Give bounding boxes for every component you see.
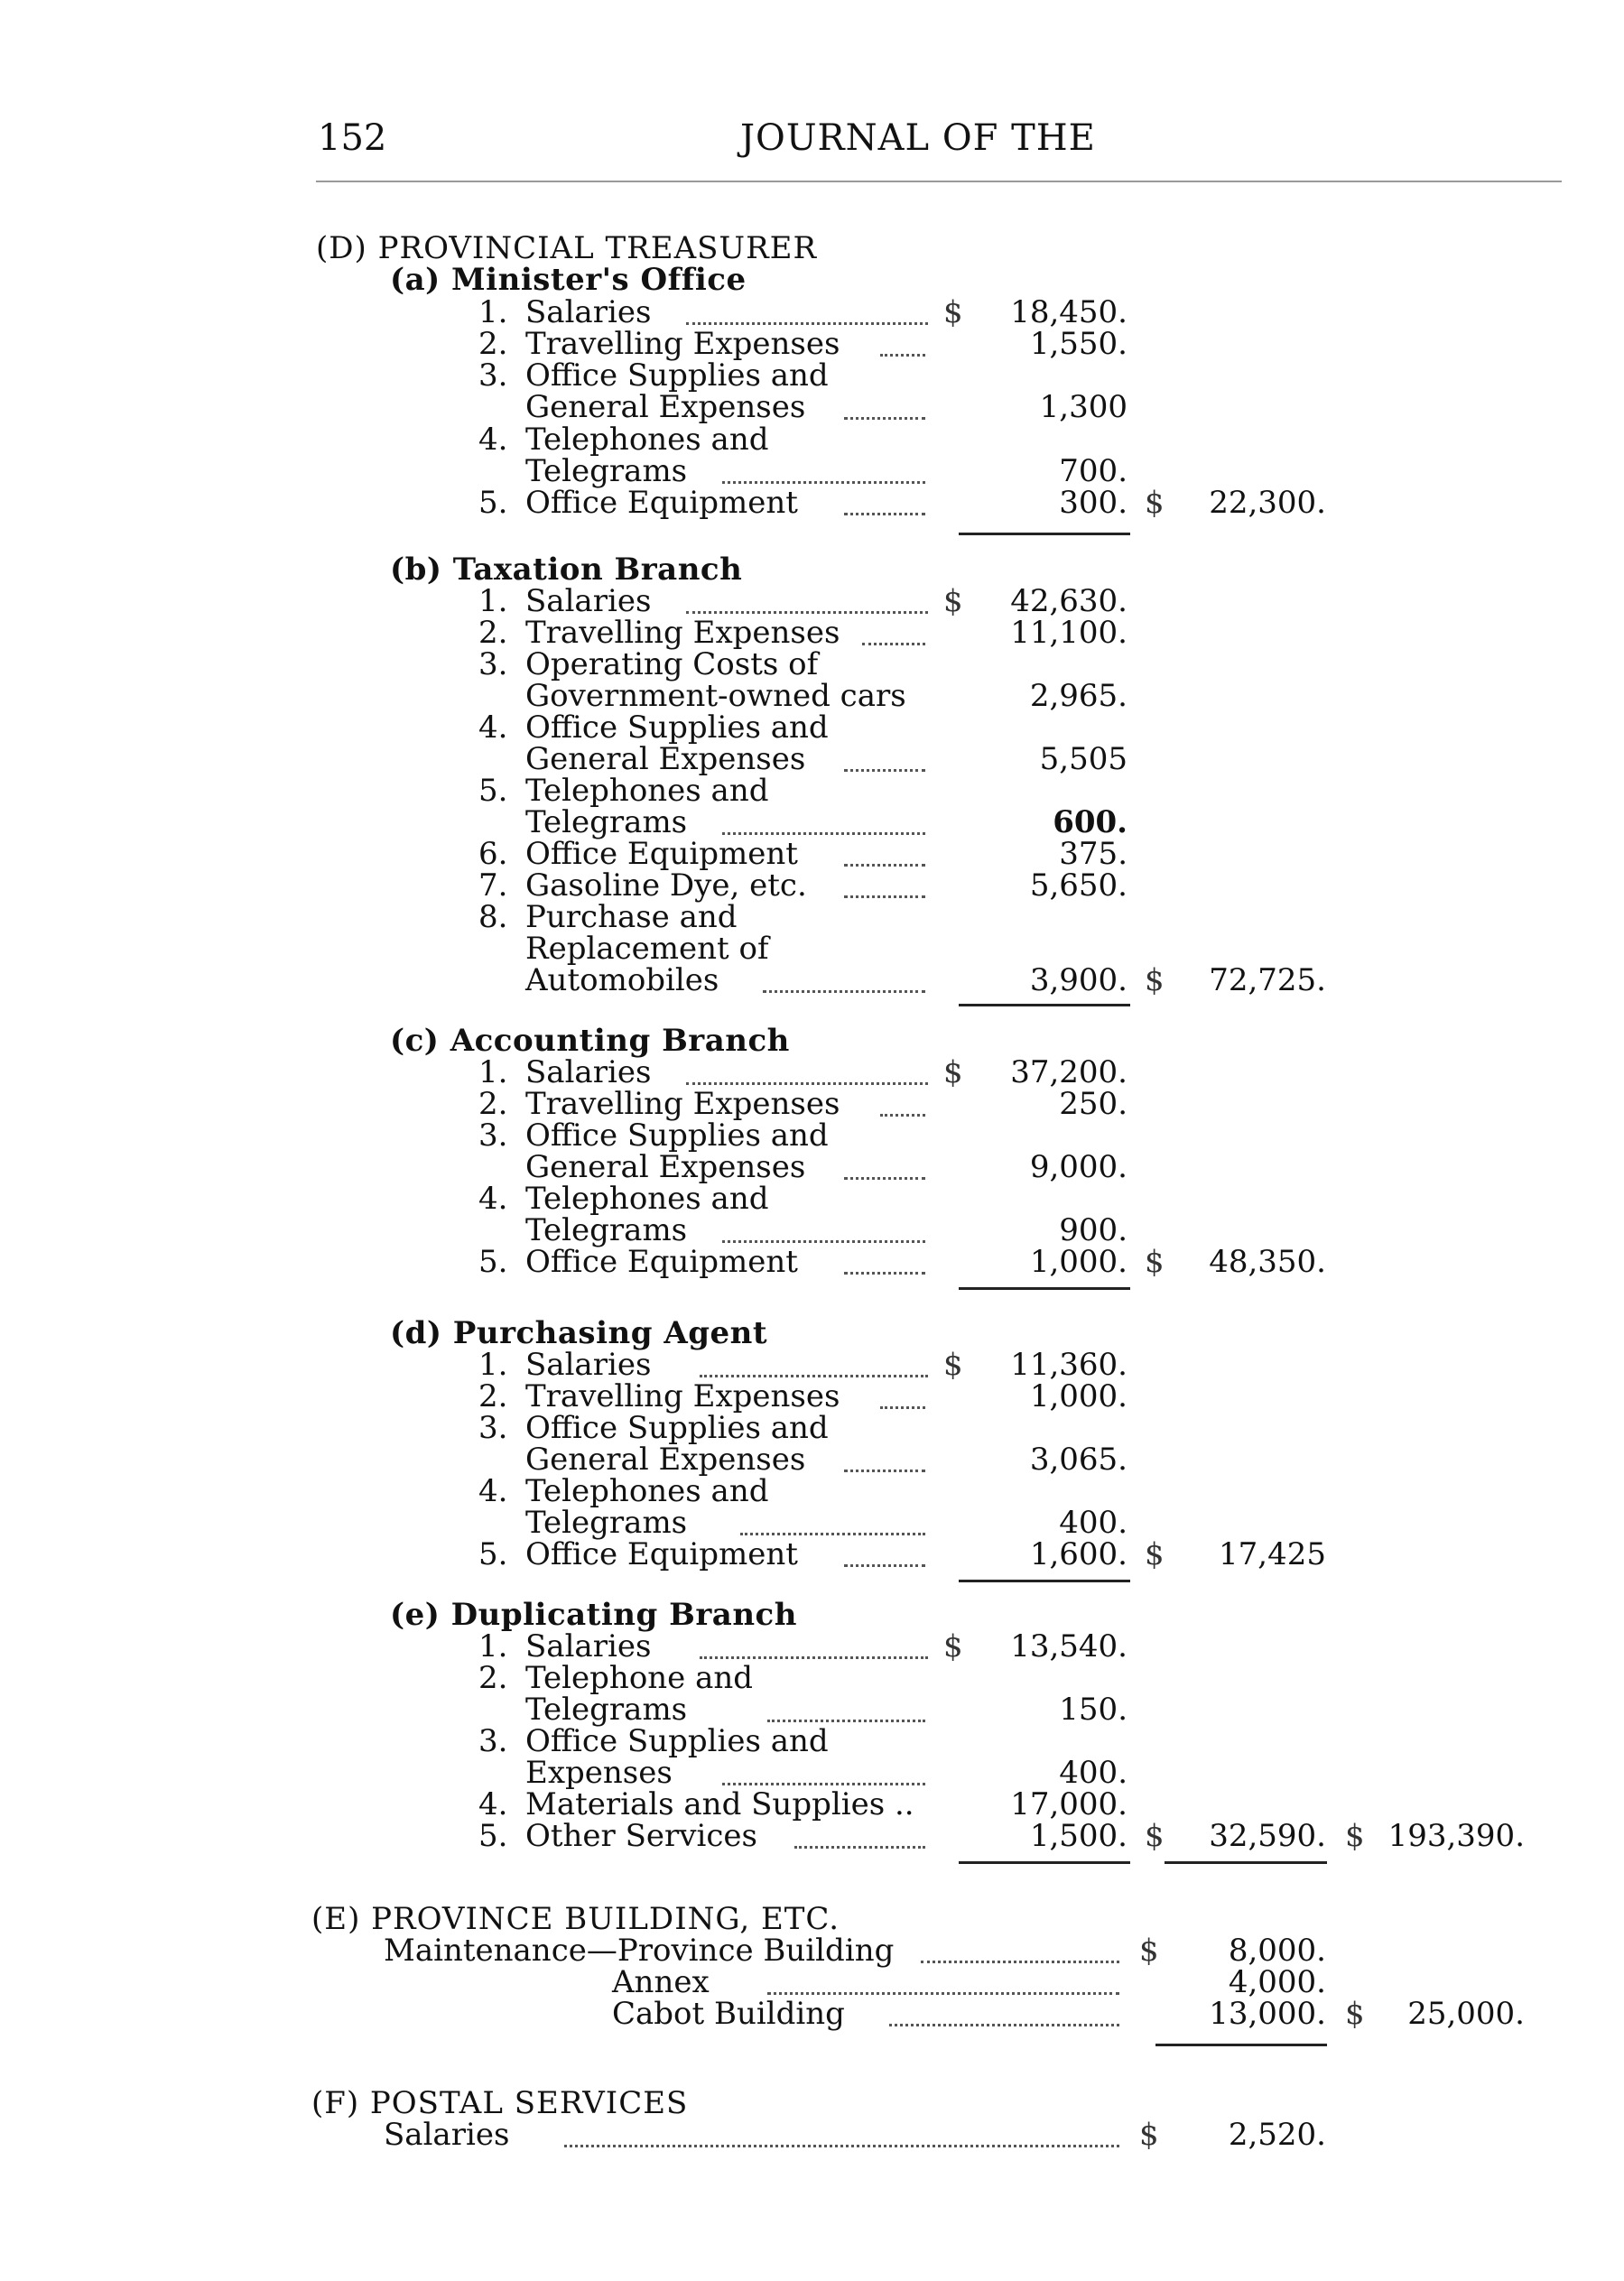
leader-dots <box>722 829 925 835</box>
leader-dots <box>722 1237 925 1243</box>
item-amount: 37,200. <box>1010 1054 1128 1090</box>
item-label: Other Services <box>525 1818 757 1854</box>
item-amount: 5,650. <box>1029 867 1128 904</box>
item-num: 6. <box>478 836 508 872</box>
item-label: Telegrams <box>525 453 688 489</box>
item-label: General Expenses <box>525 389 806 425</box>
item-num: 1. <box>478 583 508 619</box>
grand-total-amount: 193,390. <box>1387 1818 1525 1854</box>
item-label: Salaries <box>525 1054 652 1090</box>
item-label: Office Supplies and <box>525 1117 829 1154</box>
item-amount: 3,900. <box>1029 962 1128 998</box>
leader-dots <box>862 639 925 645</box>
item-label: Annex <box>612 1964 710 2000</box>
section-title-f: (F) POSTAL SERVICES <box>311 2085 689 2121</box>
leader-dots <box>686 319 928 325</box>
leader-dots <box>564 2141 1119 2147</box>
item-amount: 2,965. <box>1029 678 1128 714</box>
item-amount: 9,000. <box>1029 1149 1128 1185</box>
item-num: 3. <box>478 1117 508 1154</box>
leader-dots <box>740 1529 925 1535</box>
item-num: 1. <box>478 1347 508 1383</box>
dollar-sign: $ <box>943 1054 963 1090</box>
leader-dots <box>844 413 925 420</box>
item-num: 2. <box>478 1086 508 1122</box>
dollar-sign: $ <box>1145 1536 1165 1572</box>
subtotal-amount: 22,300. <box>1209 485 1326 521</box>
item-label: Salaries <box>384 2117 510 2153</box>
item-amount: 1,300 <box>1039 389 1128 425</box>
item-label: Telegrams <box>525 1692 688 1728</box>
running-title: JOURNAL OF THE <box>740 117 1096 159</box>
leader-dots <box>880 350 925 357</box>
item-amount: 600. <box>1053 804 1128 840</box>
item-label: Telegrams <box>525 1505 688 1541</box>
dollar-sign: $ <box>1139 2117 1159 2153</box>
item-label: General Expenses <box>525 1442 806 1478</box>
subtotal-rule <box>1155 2044 1327 2046</box>
item-num: 1. <box>478 294 508 330</box>
subsection-title-b: (b) Taxation Branch <box>390 552 743 588</box>
item-num: 4. <box>478 1181 508 1217</box>
item-label: Materials and Supplies .. <box>525 1786 914 1822</box>
item-num: 2. <box>478 1660 508 1696</box>
leader-dots <box>844 1561 925 1567</box>
dollar-sign: $ <box>1139 1933 1159 1969</box>
leader-dots <box>794 1842 925 1849</box>
leader-dots <box>686 607 928 614</box>
leader-dots <box>880 1403 925 1409</box>
subsection-title-e: (e) Duplicating Branch <box>390 1597 797 1633</box>
subtotal-rule <box>959 1287 1130 1290</box>
page-number: 152 <box>318 117 387 159</box>
leader-dots <box>844 892 925 898</box>
item-amount: 300. <box>1059 485 1128 521</box>
item-amount: 400. <box>1059 1755 1128 1791</box>
subtotal-amount: 48,350. <box>1209 1244 1326 1280</box>
item-num: 8. <box>478 899 508 935</box>
item-label: Automobiles <box>525 962 719 998</box>
subsection-title-a: (a) Minister's Office <box>390 262 747 298</box>
subtotal-rule <box>959 1004 1130 1006</box>
subsection-title-d: (d) Purchasing Agent <box>390 1315 768 1351</box>
item-amount: 11,100. <box>1010 615 1128 651</box>
dollar-sign: $ <box>1345 1996 1365 2032</box>
item-amount: 400. <box>1059 1505 1128 1541</box>
dollar-sign: $ <box>1145 962 1165 998</box>
leader-dots <box>767 1716 925 1722</box>
dollar-sign: $ <box>943 1628 963 1664</box>
item-num: 5. <box>478 1536 508 1572</box>
item-label: Telephones and <box>525 1181 769 1217</box>
item-label: Purchase and <box>525 899 738 935</box>
dollar-sign: $ <box>943 583 963 619</box>
item-amount: 3,065. <box>1029 1442 1128 1478</box>
leader-dots <box>844 1268 925 1275</box>
item-amount: 13,000. <box>1209 1996 1326 2032</box>
item-num: 2. <box>478 615 508 651</box>
item-label: Telephones and <box>525 1473 769 1509</box>
item-num: 4. <box>478 422 508 458</box>
item-num: 3. <box>478 646 508 682</box>
item-label: Travelling Expenses <box>525 1378 840 1414</box>
leader-dots <box>686 1079 928 1085</box>
item-label: Office Equipment <box>525 1536 798 1572</box>
item-label: Maintenance—Province Building <box>384 1933 895 1969</box>
leader-dots <box>844 860 925 867</box>
dollar-sign: $ <box>1145 1244 1165 1280</box>
leader-dots <box>700 1653 928 1659</box>
item-num: 5. <box>478 485 508 521</box>
item-amount: 11,360. <box>1010 1347 1128 1383</box>
subtotal-amount: 72,725. <box>1209 962 1326 998</box>
item-amount: 1,000. <box>1029 1378 1128 1414</box>
dollar-sign: $ <box>1345 1818 1365 1854</box>
item-amount: 250. <box>1059 1086 1128 1122</box>
section-title-e: (E) PROVINCE BUILDING, ETC. <box>311 1901 840 1937</box>
item-amount: 1,600. <box>1029 1536 1128 1572</box>
item-amount: 900. <box>1059 1212 1128 1248</box>
item-amount: 1,550. <box>1029 326 1128 362</box>
item-label: Government-owned cars <box>525 678 906 714</box>
subtotal-rule <box>959 533 1130 535</box>
item-num: 2. <box>478 326 508 362</box>
item-label: Office Supplies and <box>525 1410 829 1446</box>
item-num: 4. <box>478 1786 508 1822</box>
item-amount: 8,000. <box>1228 1933 1326 1969</box>
item-label: Office Supplies and <box>525 357 829 394</box>
item-amount: 13,540. <box>1010 1628 1128 1664</box>
item-label: Operating Costs of <box>525 646 819 682</box>
item-amount: 4,000. <box>1228 1964 1326 2000</box>
item-label: Gasoline Dye, etc. <box>525 867 807 904</box>
item-label: Telephones and <box>525 773 769 809</box>
item-label: Office Equipment <box>525 836 798 872</box>
item-label: Telephone and <box>525 1660 754 1696</box>
leader-dots <box>889 2020 1119 2026</box>
item-label: Telegrams <box>525 804 688 840</box>
dollar-sign: $ <box>943 294 963 330</box>
leader-dots <box>921 1957 1119 1963</box>
leader-dots <box>844 509 925 515</box>
item-label: Office Supplies and <box>525 1723 829 1759</box>
subtotal-rule <box>959 1861 1130 1864</box>
item-label: General Expenses <box>525 741 806 777</box>
header-rule <box>316 181 1562 182</box>
leader-dots <box>763 987 925 993</box>
item-label: Expenses <box>525 1755 673 1791</box>
item-num: 2. <box>478 1378 508 1414</box>
item-label: Office Equipment <box>525 485 798 521</box>
item-label: Cabot Building <box>612 1996 845 2032</box>
item-label: Telephones and <box>525 422 769 458</box>
item-num: 7. <box>478 867 508 904</box>
leader-dots <box>767 1989 1119 1995</box>
item-num: 3. <box>478 1410 508 1446</box>
section-total-amount: 25,000. <box>1407 1996 1525 2032</box>
item-label: Office Supplies and <box>525 709 829 746</box>
leader-dots <box>700 1371 928 1377</box>
item-amount: 375. <box>1059 836 1128 872</box>
item-num: 3. <box>478 1723 508 1759</box>
dollar-sign: $ <box>1145 485 1165 521</box>
item-label: Salaries <box>525 583 652 619</box>
subtotal-amount: 32,590. <box>1209 1818 1326 1854</box>
item-num: 3. <box>478 357 508 394</box>
item-amount: 700. <box>1059 453 1128 489</box>
item-label: Travelling Expenses <box>525 615 840 651</box>
item-label: Salaries <box>525 1347 652 1383</box>
subtotal-rule <box>959 1580 1130 1582</box>
dollar-sign: $ <box>1145 1818 1165 1854</box>
item-label: Replacement of <box>525 931 769 967</box>
item-amount: 18,450. <box>1010 294 1128 330</box>
leader-dots <box>722 1779 925 1785</box>
subtotal-amount: 17,425 <box>1219 1536 1326 1572</box>
leader-dots <box>880 1110 925 1117</box>
item-num: 4. <box>478 1473 508 1509</box>
item-amount: 1,000. <box>1029 1244 1128 1280</box>
item-amount: 150. <box>1059 1692 1128 1728</box>
leader-dots <box>844 765 925 772</box>
leader-dots <box>722 478 925 484</box>
item-amount: 5,505 <box>1039 741 1128 777</box>
item-num: 4. <box>478 709 508 746</box>
item-amount: 42,630. <box>1010 583 1128 619</box>
item-label: Salaries <box>525 294 652 330</box>
leader-dots <box>844 1173 925 1180</box>
item-num: 5. <box>478 1244 508 1280</box>
item-label: Travelling Expenses <box>525 1086 840 1122</box>
subtotal-rule <box>1165 1861 1327 1864</box>
item-label: Office Equipment <box>525 1244 798 1280</box>
item-amount: 2,520. <box>1228 2117 1326 2153</box>
item-label: Travelling Expenses <box>525 326 840 362</box>
item-num: 1. <box>478 1054 508 1090</box>
section-title-d: (D) PROVINCIAL TREASURER <box>316 230 818 266</box>
item-label: Salaries <box>525 1628 652 1664</box>
dollar-sign: $ <box>943 1347 963 1383</box>
item-amount: 1,500. <box>1029 1818 1128 1854</box>
subsection-title-c: (c) Accounting Branch <box>390 1023 790 1059</box>
leader-dots <box>844 1466 925 1472</box>
item-label: General Expenses <box>525 1149 806 1185</box>
item-num: 5. <box>478 773 508 809</box>
item-num: 5. <box>478 1818 508 1854</box>
item-label: Telegrams <box>525 1212 688 1248</box>
item-amount: 17,000. <box>1010 1786 1128 1822</box>
item-num: 1. <box>478 1628 508 1664</box>
